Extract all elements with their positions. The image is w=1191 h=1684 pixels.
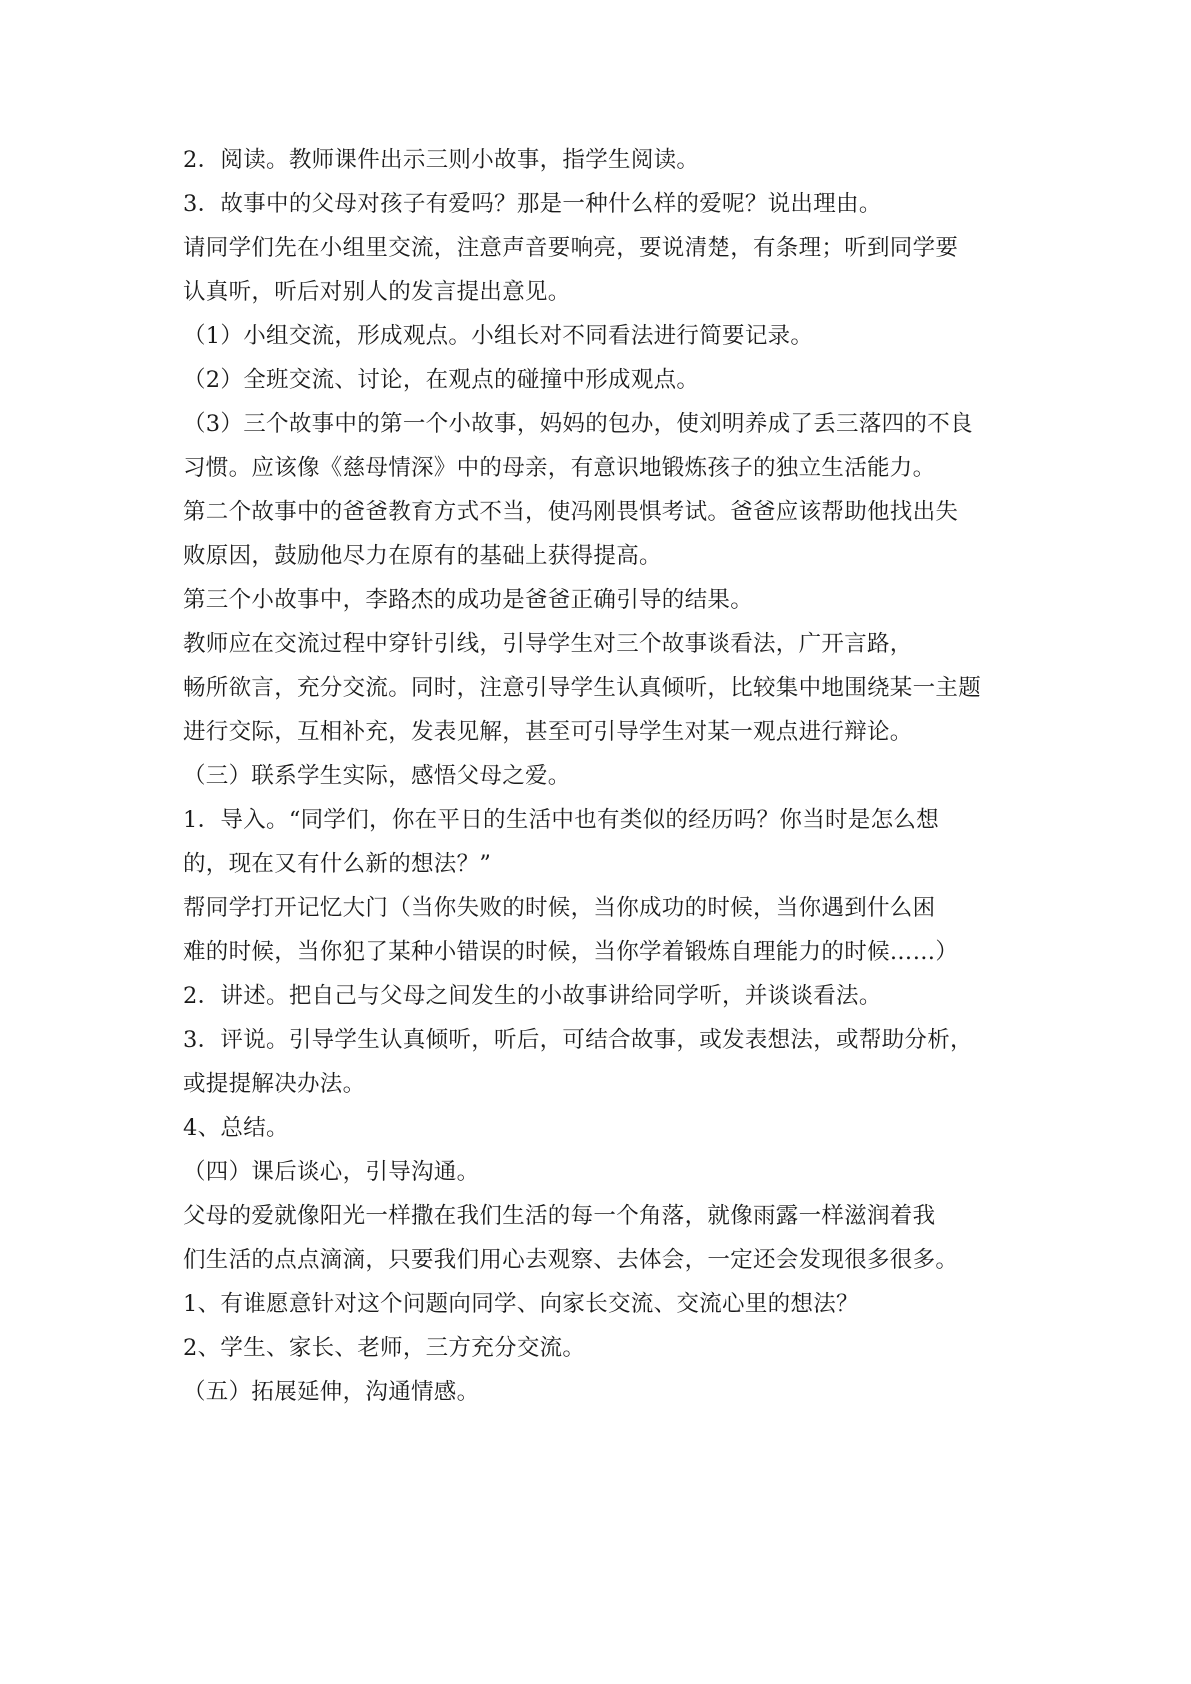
paragraph-line: （四）课后谈心，引导沟通。 bbox=[183, 1159, 480, 1185]
paragraph-line: 难的时候，当你犯了某种小错误的时候，当你学着锻炼自理能力的时候……） bbox=[183, 939, 959, 965]
paragraph-line: （2）全班交流、讨论，在观点的碰撞中形成观点。 bbox=[183, 367, 700, 393]
paragraph-line: 1．导入。“同学们，你在平日的生活中也有类似的经历吗？你当时是怎么想 bbox=[183, 807, 940, 833]
paragraph-line: 习惯。应该像《慈母情深》中的母亲，有意识地锻炼孩子的独立生活能力。 bbox=[183, 455, 936, 481]
paragraph-line: （1）小组交流，形成观点。小组长对不同看法进行简要记录。 bbox=[183, 323, 814, 349]
paragraph-line: 认真听，听后对别人的发言提出意见。 bbox=[183, 279, 571, 305]
paragraph-line: 第三个小故事中，李路杰的成功是爸爸正确引导的结果。 bbox=[183, 587, 754, 613]
paragraph-line: 2．阅读。教师课件出示三则小故事，指学生阅读。 bbox=[183, 147, 700, 173]
paragraph-line: 1、有谁愿意针对这个问题向同学、向家长交流、交流心里的想法？ bbox=[183, 1291, 859, 1317]
paragraph-line: 3．评说。引导学生认真倾听，听后，可结合故事，或发表想法，或帮助分析， bbox=[183, 1027, 973, 1053]
paragraph-line: 4、总结。 bbox=[183, 1115, 289, 1141]
paragraph-line: 教师应在交流过程中穿针引线，引导学生对三个故事谈看法，广开言路， bbox=[183, 631, 913, 657]
paragraph-line: 们生活的点点滴滴，只要我们用心去观察、去体会，一定还会发现很多很多。 bbox=[183, 1247, 959, 1273]
paragraph-line: 畅所欲言，充分交流。同时，注意引导学生认真倾听，比较集中地围绕某一主题 bbox=[183, 675, 982, 701]
paragraph-line: 进行交际，互相补充，发表见解，甚至可引导学生对某一观点进行辩论。 bbox=[183, 719, 913, 745]
paragraph-line: （五）拓展延伸，沟通情感。 bbox=[183, 1379, 480, 1405]
paragraph-line: 请同学们先在小组里交流，注意声音要响亮，要说清楚，有条理；听到同学要 bbox=[183, 235, 959, 261]
paragraph-line: 第二个故事中的爸爸教育方式不当，使冯刚畏惧考试。爸爸应该帮助他找出失 bbox=[183, 499, 959, 525]
paragraph-line: 的，现在又有什么新的想法？” bbox=[183, 851, 492, 877]
paragraph-line: （三）联系学生实际，感悟父母之爱。 bbox=[183, 763, 571, 789]
paragraph-line: 3．故事中的父母对孩子有爱吗？那是一种什么样的爱呢？说出理由。 bbox=[183, 191, 882, 217]
paragraph-line: 败原因，鼓励他尽力在原有的基础上获得提高。 bbox=[183, 543, 662, 569]
paragraph-line: 父母的爱就像阳光一样撒在我们生活的每一个角落，就像雨露一样滋润着我 bbox=[183, 1203, 936, 1229]
paragraph-line: 或提提解决办法。 bbox=[183, 1071, 366, 1097]
paragraph-line: 2．讲述。把自己与父母之间发生的小故事讲给同学听，并谈谈看法。 bbox=[183, 983, 882, 1009]
paragraph-line: 2、学生、家长、老师，三方充分交流。 bbox=[183, 1335, 586, 1361]
paragraph-line: （3）三个故事中的第一个小故事，妈妈的包办，使刘明养成了丢三落四的不良 bbox=[183, 411, 973, 437]
paragraph-line: 帮同学打开记忆大门（当你失败的时候，当你成功的时候，当你遇到什么困 bbox=[183, 895, 936, 921]
